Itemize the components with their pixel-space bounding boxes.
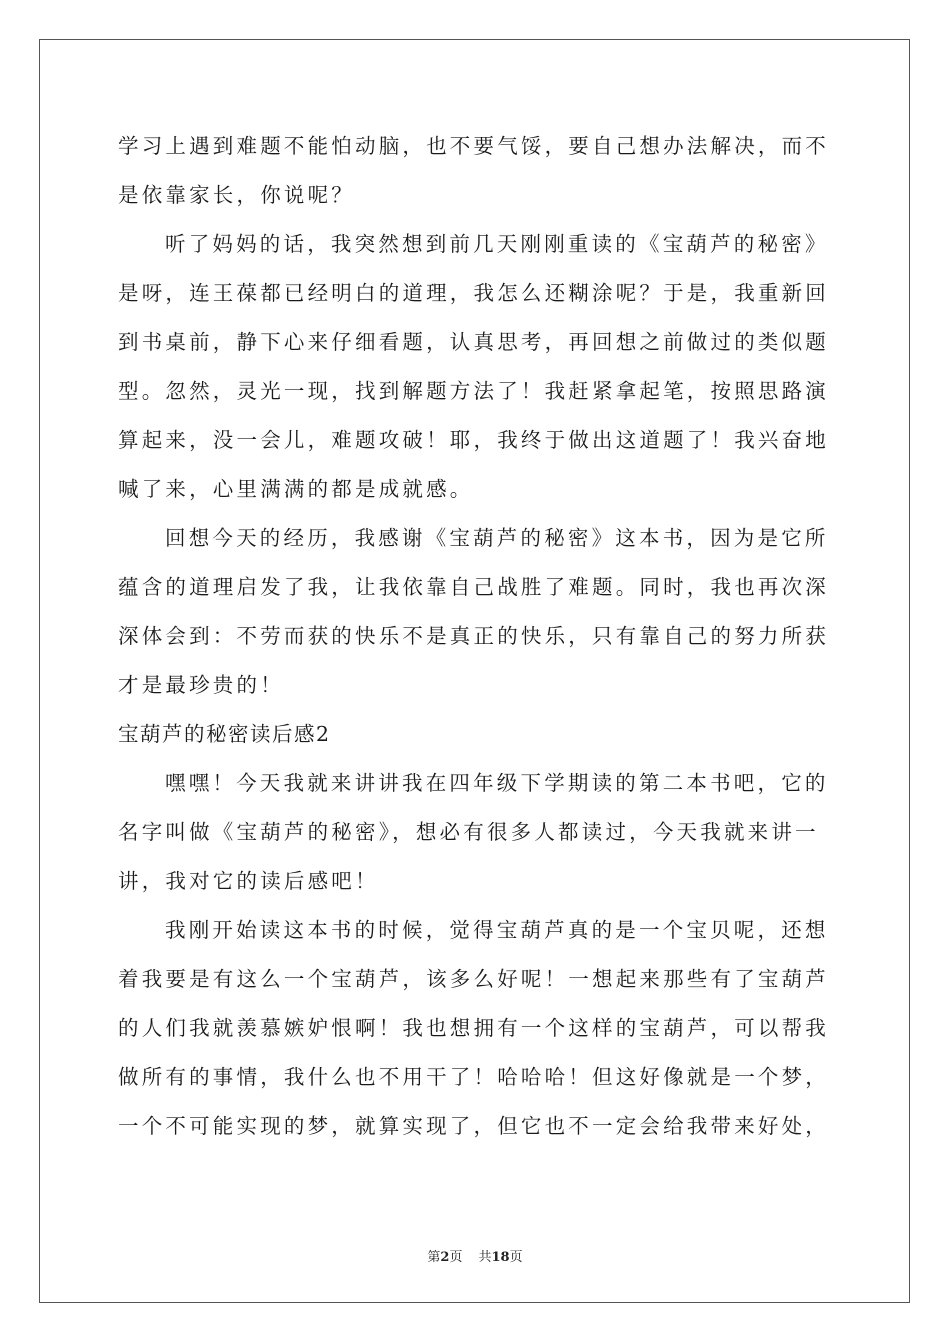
paragraph-line: 是依靠家长，你说呢？ [118, 183, 355, 207]
total-suffix: 页 [509, 1250, 523, 1265]
paragraph-line: 喊了来，心里满满的都是成就感。 [118, 477, 474, 501]
page-number: 2 [440, 1250, 450, 1265]
paragraph-line: 做所有的事情，我什么也不用干了！哈哈哈！但这好像就是一个梦， [118, 1065, 829, 1089]
page-suffix: 页 [449, 1250, 463, 1265]
paragraph-line: 着我要是有这么一个宝葫芦，该多么好呢！一想起来那些有了宝葫芦 [118, 967, 829, 991]
paragraph-line: 是呀，连王葆都已经明白的道理，我怎么还糊涂呢？于是，我重新回 [118, 281, 829, 305]
paragraph-line: 型。忽然，灵光一现，找到解题方法了！我赶紧拿起笔，按照思路演 [118, 379, 829, 403]
paragraph-line: 名字叫做《宝葫芦的秘密》，想必有很多人都读过，今天我就来讲一 [118, 820, 819, 844]
paragraph-line: 算起来，没一会儿，难题攻破！耶，我终于做出这道题了！我兴奋地 [118, 428, 829, 452]
paragraph-line: 的人们我就羡慕嫉妒恨啊！我也想拥有一个这样的宝葫芦，可以帮我 [118, 1016, 829, 1040]
document-body [118, 122, 838, 1151]
total-pages-indicator [478, 1246, 522, 1265]
paragraph-line: 学习上遇到难题不能怕动脑，也不要气馁，要自己想办法解决，而不 [118, 134, 829, 158]
paragraph-first-line: 听了妈妈的话，我突然想到前几天刚刚重读的《宝葫芦的秘密》 [165, 232, 829, 256]
paragraph-line: 蕴含的道理启发了我，让我依靠自己战胜了难题。同时，我也再次深 [118, 575, 829, 599]
paragraph-first-line: 回想今天的经历，我感谢《宝葫芦的秘密》这本书，因为是它所 [165, 526, 829, 550]
total-prefix: 共 [478, 1250, 492, 1265]
paragraph-line: 讲，我对它的读后感吧！ [118, 869, 379, 893]
paragraph-line: 深体会到：不劳而获的快乐不是真正的快乐，只有靠自己的努力所获 [118, 624, 829, 648]
paragraph-first-line: 我刚开始读这本书的时候，觉得宝葫芦真的是一个宝贝呢，还想 [165, 918, 829, 942]
paragraph-line: 才是最珍贵的！ [118, 673, 284, 697]
page-indicator [427, 1246, 462, 1265]
total-pages: 18 [491, 1250, 510, 1265]
paragraph-first-line: 嘿嘿！今天我就来讲讲我在四年级下学期读的第二本书吧，它的 [165, 771, 829, 795]
page-prefix: 第 [427, 1250, 441, 1265]
paragraph-line: 一个不可能实现的梦，就算实现了，但它也不一定会给我带来好处， [118, 1114, 829, 1138]
section-heading: 宝葫芦的秘密读后感2 [118, 722, 331, 746]
paragraph-line: 到书桌前，静下心来仔细看题，认真思考，再回想之前做过的类似题 [118, 330, 829, 354]
page-footer [0, 1246, 950, 1265]
